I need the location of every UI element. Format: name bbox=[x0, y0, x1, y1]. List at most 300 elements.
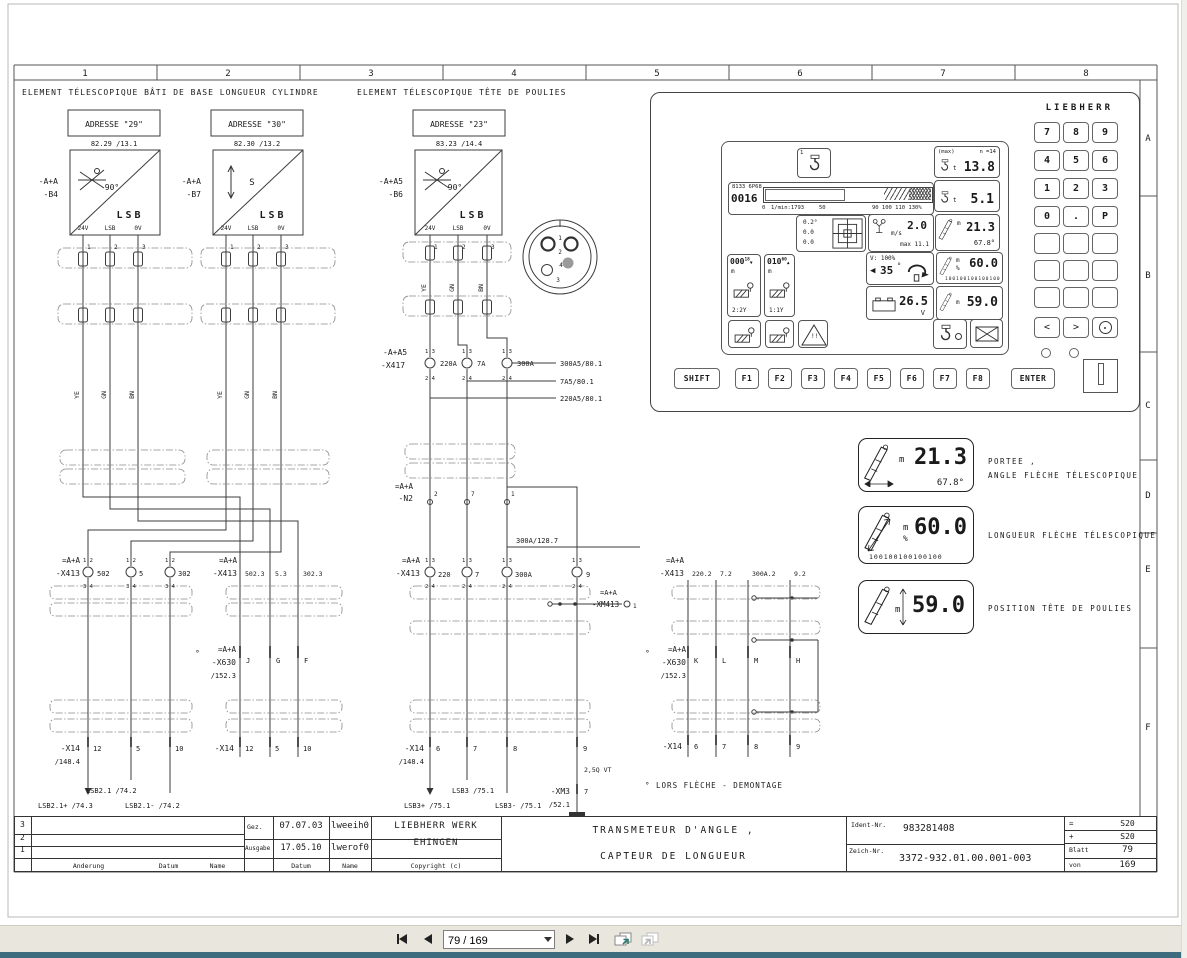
wind-cell bbox=[868, 214, 934, 252]
lsb-name: LSB bbox=[116, 210, 144, 221]
terminal: 24V bbox=[220, 225, 232, 232]
terminal: LSB bbox=[247, 225, 259, 232]
device-location: =A+A bbox=[218, 556, 237, 565]
unit-t: t bbox=[953, 197, 957, 204]
head-position-box bbox=[858, 580, 974, 634]
hook-icon bbox=[807, 154, 823, 174]
device-tag: -X630 bbox=[661, 658, 686, 667]
device-tag: -X14 bbox=[404, 744, 424, 753]
max-load-value: 13.8 bbox=[963, 160, 995, 175]
hook-icon bbox=[938, 324, 954, 344]
counter-value bbox=[767, 257, 790, 266]
copyright-label: Copyright (c) bbox=[410, 862, 462, 870]
key-7[interactable]: 7 bbox=[1034, 122, 1060, 143]
slew-degree: ° bbox=[897, 262, 902, 270]
contact-label: 220 bbox=[438, 571, 451, 579]
f2-button[interactable]: F2 bbox=[768, 368, 792, 389]
key-slot-icon bbox=[1098, 363, 1104, 385]
pin: 9 bbox=[796, 743, 801, 751]
wire-color: BN bbox=[128, 391, 136, 399]
hoist-down-counter-cell bbox=[727, 254, 761, 317]
f3-button[interactable]: F3 bbox=[801, 368, 825, 389]
head-position-label: POSITION TÊTE DE POULIES bbox=[988, 604, 1133, 613]
signal-label: LSB3 /75.1 bbox=[452, 787, 495, 795]
wire-ref: 300A/128.7 bbox=[516, 537, 559, 545]
page-number-input[interactable] bbox=[446, 932, 538, 949]
pin: 7 bbox=[584, 788, 589, 796]
pin: J bbox=[246, 657, 251, 665]
device-location: =A+A bbox=[401, 556, 420, 565]
device-location: =A+A bbox=[667, 645, 686, 654]
pin: 7 bbox=[471, 491, 475, 498]
counter-sup: 60 bbox=[781, 257, 787, 263]
device-location: -A+A bbox=[38, 177, 58, 186]
adresse-29: ADRESSE "29" bbox=[85, 120, 143, 129]
keypad-blank-key[interactable] bbox=[1063, 233, 1089, 254]
wire-ref: 9.2 bbox=[794, 570, 806, 578]
counter-digits: 000 bbox=[730, 257, 745, 266]
radius-angle-box bbox=[858, 438, 974, 492]
terminal: 0V bbox=[483, 225, 491, 232]
battery-value: 26.5 bbox=[899, 294, 928, 308]
pins: 2 4 bbox=[425, 584, 435, 590]
headers bbox=[22, 86, 566, 148]
sheet-ref: /152.3 bbox=[660, 672, 686, 680]
keypad-blank-key[interactable] bbox=[1092, 260, 1118, 281]
ident-nr-value: 983281408 bbox=[903, 823, 955, 834]
pins: 1 3 bbox=[462, 558, 472, 564]
contact-label: 300A bbox=[515, 571, 532, 579]
gez-date: 07.07.03 bbox=[279, 821, 323, 831]
company-line2: EHINGEN bbox=[413, 838, 459, 848]
pdf-navigation-bar bbox=[0, 925, 1187, 953]
pins: 1 3 bbox=[502, 558, 512, 564]
wire-ref: 302.3 bbox=[303, 570, 323, 578]
pin: 3 bbox=[285, 244, 289, 251]
pins: 1 2 bbox=[165, 558, 175, 564]
swivel-icon bbox=[905, 262, 929, 282]
pin: 12 bbox=[93, 745, 102, 753]
device-tag: -X14 bbox=[214, 744, 234, 753]
device-tag: -X413 bbox=[659, 569, 684, 578]
brand-label: LIEBHERR bbox=[1045, 103, 1113, 113]
adresse-23: ADRESSE "23" bbox=[430, 120, 488, 129]
percent-label: % bbox=[903, 534, 908, 543]
pins: 3 4 bbox=[165, 584, 175, 590]
counter-unit: m bbox=[768, 268, 772, 275]
tacho-bar bbox=[763, 187, 933, 203]
contact-label: 302 bbox=[178, 570, 191, 578]
col-label: 8 bbox=[1083, 69, 1089, 79]
device-tag: -N2 bbox=[398, 494, 413, 503]
connector-x413-right bbox=[660, 556, 806, 578]
row-label: D bbox=[1145, 491, 1151, 501]
blatt-label: Blatt bbox=[1069, 846, 1089, 854]
boom-icon bbox=[863, 585, 909, 631]
connector-x413-left2 bbox=[213, 556, 323, 578]
ausgabe-name: lwerof0 bbox=[331, 843, 369, 853]
keypad-blank-key[interactable] bbox=[1034, 260, 1060, 281]
pin: 2 bbox=[462, 244, 466, 251]
header-left: ELEMENT TÉLESCOPIQUE BÂTI DE BASE LONGUEUR CYLINDRE bbox=[22, 88, 319, 97]
sensor-kind: 90° bbox=[104, 183, 120, 192]
wire-color: GN bbox=[100, 391, 108, 399]
shift-button[interactable]: SHIFT bbox=[674, 368, 720, 389]
first-page-button[interactable] bbox=[392, 930, 412, 948]
pin: 7 bbox=[473, 745, 478, 753]
unit-label: m bbox=[899, 455, 905, 465]
lmi-display bbox=[721, 141, 1009, 355]
pins: 2 4 bbox=[462, 584, 472, 590]
hook-number: 1 bbox=[800, 150, 804, 156]
signal-label: LSB2.1+ /74.3 bbox=[38, 802, 93, 810]
bottom-labels bbox=[38, 766, 783, 810]
tacho-zero: 0 bbox=[762, 205, 766, 211]
key-2[interactable]: 2 bbox=[1063, 178, 1089, 199]
col-label: 2 bbox=[225, 69, 231, 79]
unit-label: m bbox=[903, 523, 909, 533]
hoist-up-counter-cell bbox=[764, 254, 795, 317]
arrow-left-key[interactable]: < bbox=[1034, 317, 1060, 338]
eq-label: = bbox=[1069, 819, 1074, 828]
dropdown-arrow-icon[interactable] bbox=[544, 937, 552, 942]
length-sensor-icon bbox=[228, 166, 234, 198]
col-label: 3 bbox=[368, 69, 374, 79]
battery-unit: V bbox=[920, 309, 925, 317]
tacho-id: 8133 6P68 bbox=[732, 184, 762, 190]
row-label: F bbox=[1145, 723, 1151, 733]
header-right: ELEMENT TÉLESCOPIQUE TÊTE DE POULIES bbox=[357, 88, 567, 97]
length-segments: 100100100100100 bbox=[869, 553, 943, 561]
display-off-cell bbox=[970, 319, 1003, 348]
hook-icon bbox=[939, 159, 951, 173]
device-tag: -B4 bbox=[43, 190, 58, 199]
angle-value: 67.8° bbox=[973, 239, 995, 247]
pin: 1 bbox=[511, 491, 515, 498]
wire-color: YE bbox=[420, 284, 428, 292]
pins: 1 2 bbox=[83, 558, 93, 564]
revision-number: 3 bbox=[20, 820, 25, 829]
first-page-icon bbox=[394, 932, 410, 946]
pins: 1 3 bbox=[462, 349, 472, 355]
device-location: -A+A5 bbox=[383, 348, 408, 357]
keypad-blank-key[interactable] bbox=[1092, 287, 1118, 308]
wire-ref: 220A5/80.1 bbox=[560, 395, 603, 403]
length-unit: m bbox=[956, 257, 960, 264]
last-page-icon bbox=[586, 932, 602, 946]
col-label: 6 bbox=[797, 69, 803, 79]
f1-button[interactable]: F1 bbox=[735, 368, 759, 389]
f4-button[interactable]: F4 bbox=[834, 368, 858, 389]
warning-cell bbox=[798, 320, 828, 348]
pin: L bbox=[722, 657, 727, 665]
ident-nr-label: Ident-Nr. bbox=[851, 821, 887, 829]
key-1[interactable]: 1 bbox=[1034, 178, 1060, 199]
radius-label-line2: ANGLE FLÈCHE TÉLESCOPIQUE bbox=[988, 471, 1139, 480]
wire-color-labels bbox=[73, 284, 485, 399]
winch-icon bbox=[769, 281, 791, 299]
counter-value bbox=[730, 257, 753, 266]
pin: 6 bbox=[694, 743, 699, 751]
connector-x413-left bbox=[56, 556, 191, 590]
pin: F bbox=[304, 657, 309, 665]
next-view-icon bbox=[640, 931, 660, 947]
dot-icon bbox=[955, 333, 962, 340]
next-page-icon bbox=[563, 932, 577, 946]
wind-unit: m/s bbox=[891, 230, 902, 237]
liebherr-control-panel bbox=[650, 92, 1140, 412]
dot-select-key[interactable] bbox=[1092, 317, 1118, 338]
hook-select-cell bbox=[933, 319, 967, 349]
terminal: 0V bbox=[277, 225, 285, 232]
crossed-box-icon bbox=[974, 324, 1000, 344]
device-tag: -X14 bbox=[662, 742, 682, 751]
device-location: =A+A bbox=[217, 645, 236, 654]
previous-view-button[interactable] bbox=[611, 930, 635, 948]
device-tag: -B7 bbox=[186, 190, 201, 199]
battery-icon bbox=[872, 297, 896, 312]
terminal: 24V bbox=[424, 225, 436, 232]
connector-x630-left bbox=[195, 645, 308, 680]
slew-arrow-icon: ◀ bbox=[870, 266, 876, 276]
key-3[interactable]: 3 bbox=[1092, 178, 1118, 199]
device-n2 bbox=[395, 482, 515, 505]
terminal: 24V bbox=[77, 225, 89, 232]
arrow-right-key[interactable]: > bbox=[1063, 317, 1089, 338]
pin: 10 bbox=[175, 745, 184, 753]
key-switch[interactable] bbox=[1083, 359, 1118, 393]
pin: 2 bbox=[257, 244, 261, 251]
adresse-ref: 82.29 /13.1 bbox=[90, 140, 138, 148]
contact-label: 502 bbox=[97, 570, 110, 578]
boom-icon bbox=[938, 218, 955, 241]
pins: 1 3 bbox=[502, 349, 512, 355]
device-location: =A+A bbox=[665, 556, 684, 565]
key-0[interactable]: 0 bbox=[1034, 206, 1060, 227]
connector-x413-center bbox=[396, 537, 590, 590]
key-p[interactable]: P bbox=[1092, 206, 1118, 227]
unit-t: t bbox=[953, 165, 957, 172]
pins: 1 3 bbox=[572, 558, 582, 564]
note-marker: ° bbox=[195, 649, 200, 658]
device-tag: -XM3 bbox=[550, 787, 570, 796]
plug-pin: 2 bbox=[558, 249, 562, 256]
f5-button[interactable]: F5 bbox=[867, 368, 891, 389]
max-label: (max) bbox=[938, 149, 955, 155]
contact-label: 300A bbox=[517, 360, 534, 368]
unit-label: m bbox=[895, 605, 901, 615]
wire-color: YE bbox=[216, 391, 224, 399]
winch-icon bbox=[769, 326, 791, 344]
key-5[interactable]: 5 bbox=[1063, 150, 1089, 171]
down-arrow-icon: ▼ bbox=[749, 261, 753, 266]
hook-mode-cell bbox=[797, 148, 831, 178]
boom-length-box bbox=[858, 506, 974, 564]
ausgabe-date: 17.05.10 bbox=[280, 843, 322, 853]
sheet-ref: /148.4 bbox=[54, 758, 80, 766]
gez-name: lweeih0 bbox=[331, 821, 369, 831]
angle-sensor-icon bbox=[78, 169, 106, 191]
f8-button[interactable]: F8 bbox=[966, 368, 990, 389]
f6-button[interactable]: F6 bbox=[900, 368, 924, 389]
length-segments: 100100100100100 bbox=[945, 277, 1001, 282]
wire-ref: 300A5/80.1 bbox=[560, 360, 603, 368]
datum-label: Datum bbox=[291, 862, 311, 870]
pin: 2 bbox=[114, 244, 118, 251]
length-cell bbox=[936, 252, 1003, 284]
wire-color: GN bbox=[448, 284, 456, 292]
pins: 2 4 bbox=[502, 376, 512, 382]
pin: 1 bbox=[434, 244, 438, 251]
device-tag: -X413 bbox=[212, 569, 237, 578]
zeich-nr-label: Zeich-Nr. bbox=[849, 847, 885, 855]
incl-value-2: 0.0 bbox=[803, 229, 814, 236]
device-location: =A+A bbox=[61, 556, 80, 565]
title-block bbox=[14, 816, 1157, 872]
lsb-name: LSB bbox=[259, 210, 287, 221]
enter-button[interactable]: ENTER bbox=[1011, 368, 1055, 389]
v-percent: V: 100% bbox=[870, 255, 896, 262]
circle-dot-icon bbox=[1099, 321, 1112, 334]
gez-label: Gez. bbox=[247, 823, 263, 831]
pin: 1 bbox=[230, 244, 234, 251]
keypad-blank-key[interactable] bbox=[1034, 233, 1060, 254]
datum-label: Datum bbox=[158, 862, 179, 870]
row-label: C bbox=[1145, 401, 1151, 411]
signal-label: LSB2.1 /74.2 bbox=[86, 787, 137, 795]
keypad-blank-key[interactable] bbox=[1092, 233, 1118, 254]
counter-digits: 010 bbox=[767, 257, 782, 266]
key-8[interactable]: 8 bbox=[1063, 122, 1089, 143]
drawing-title-line1: TRANSMETEUR D'ANGLE , bbox=[592, 825, 755, 836]
round-plug-connector bbox=[523, 220, 597, 294]
contact-label: 5 bbox=[139, 570, 144, 578]
wire-ref: 220.2 bbox=[692, 570, 712, 578]
sheet-ref: /152.3 bbox=[210, 672, 236, 680]
pins: 2 4 bbox=[425, 376, 435, 382]
next-page-button[interactable] bbox=[560, 930, 580, 948]
head-position-value: 59.0 bbox=[912, 593, 965, 618]
pins: 1 2 bbox=[126, 558, 136, 564]
key-dot[interactable]: . bbox=[1063, 206, 1089, 227]
winch2-cell bbox=[765, 320, 794, 348]
hook-icon bbox=[939, 191, 951, 205]
radius-cell bbox=[935, 214, 1000, 251]
last-page-button[interactable] bbox=[584, 930, 604, 948]
contact-label: 220A bbox=[440, 360, 457, 368]
von-label: von bbox=[1069, 861, 1081, 869]
pin: 8 bbox=[513, 745, 518, 753]
winch1-cell bbox=[728, 320, 761, 348]
device-tag: -B6 bbox=[388, 190, 403, 199]
zeich-nr-value: 3372-932.01.00.001-003 bbox=[899, 853, 1032, 864]
boom-icon bbox=[863, 443, 895, 487]
window-bottom-strip bbox=[0, 952, 1187, 958]
wind-value: 2.0 bbox=[907, 219, 927, 232]
device-location: =A+A bbox=[600, 589, 617, 597]
lsb-name: LSB bbox=[459, 210, 487, 221]
battery-cell bbox=[866, 286, 934, 320]
device-tag: -X417 bbox=[381, 361, 406, 370]
sheet-ref: /148.4 bbox=[398, 758, 424, 766]
key-6[interactable]: 6 bbox=[1092, 150, 1118, 171]
col-label: 7 bbox=[940, 69, 946, 79]
pins: 1 3 bbox=[425, 558, 435, 564]
col-label: 5 bbox=[654, 69, 660, 79]
pins: 1 3 bbox=[425, 349, 435, 355]
plus-label: + bbox=[1069, 832, 1074, 841]
connector-x630-right bbox=[645, 645, 800, 680]
previous-page-icon bbox=[421, 932, 435, 946]
plug-pin: 4 bbox=[559, 262, 563, 269]
contact-label: 7 bbox=[475, 571, 480, 579]
tacho-scale: 90 100 110 130% bbox=[872, 205, 922, 211]
terminal: LSB bbox=[104, 225, 116, 232]
pin: 3 bbox=[142, 244, 146, 251]
scrollbar-track[interactable] bbox=[1181, 0, 1187, 958]
pin: G bbox=[276, 657, 281, 665]
led-indicator bbox=[1069, 348, 1079, 358]
led-indicator bbox=[1041, 348, 1051, 358]
boom-icon bbox=[863, 511, 897, 557]
n-label: n =14 bbox=[979, 149, 996, 155]
note-marker: ° bbox=[645, 649, 650, 658]
key-9[interactable]: 9 bbox=[1092, 122, 1118, 143]
incl-value-3: 0.0 bbox=[803, 239, 814, 246]
tachometer-cell bbox=[728, 182, 934, 215]
key-4[interactable]: 4 bbox=[1034, 150, 1060, 171]
pin: 9 bbox=[583, 745, 588, 753]
tacho-mid: 50 bbox=[819, 205, 826, 211]
col-label: 1 bbox=[82, 69, 88, 79]
plus-value: S20 bbox=[1120, 832, 1135, 841]
adresse-ref: 82.30 /13.2 bbox=[233, 140, 281, 148]
wire-color: YE bbox=[73, 391, 81, 399]
winch-icon bbox=[734, 326, 756, 344]
page-number-combo[interactable] bbox=[443, 930, 555, 949]
device-tag: -X413 bbox=[55, 569, 80, 578]
pin: 12 bbox=[245, 745, 254, 753]
previous-page-button[interactable] bbox=[418, 930, 438, 948]
keypad-blank-key[interactable] bbox=[1063, 287, 1089, 308]
radius-unit: m bbox=[957, 220, 961, 227]
col-label: 4 bbox=[511, 69, 517, 79]
boom-icon bbox=[939, 256, 954, 276]
keypad-blank-key[interactable] bbox=[1063, 260, 1089, 281]
wire-spec: 2,5Q VT bbox=[584, 766, 612, 774]
head-position-cell bbox=[936, 286, 1003, 320]
tacho-rpm: 1/min:1793 bbox=[771, 205, 805, 211]
connector-xm413 bbox=[592, 589, 637, 610]
von-value: 169 bbox=[1119, 860, 1136, 870]
device-tag: -XM413 bbox=[592, 600, 620, 609]
f7-button[interactable]: F7 bbox=[933, 368, 957, 389]
signal-label: LSB2.1- /74.2 bbox=[125, 802, 180, 810]
blatt-value: 79 bbox=[1122, 845, 1133, 855]
wire-ref: 300A.2 bbox=[752, 570, 776, 578]
row-label: E bbox=[1145, 565, 1151, 575]
next-view-button[interactable] bbox=[638, 930, 662, 948]
terminal: 0V bbox=[134, 225, 142, 232]
device-location: -A+A5 bbox=[378, 177, 403, 186]
keypad-blank-key[interactable] bbox=[1034, 287, 1060, 308]
pin: 5 bbox=[275, 745, 280, 753]
revision-number: 1 bbox=[20, 845, 25, 854]
wire-color: GN bbox=[243, 391, 251, 399]
length-percent: % bbox=[956, 265, 960, 272]
radius-value: 21.3 bbox=[966, 220, 995, 234]
wire-ref: 7.2 bbox=[720, 570, 732, 578]
